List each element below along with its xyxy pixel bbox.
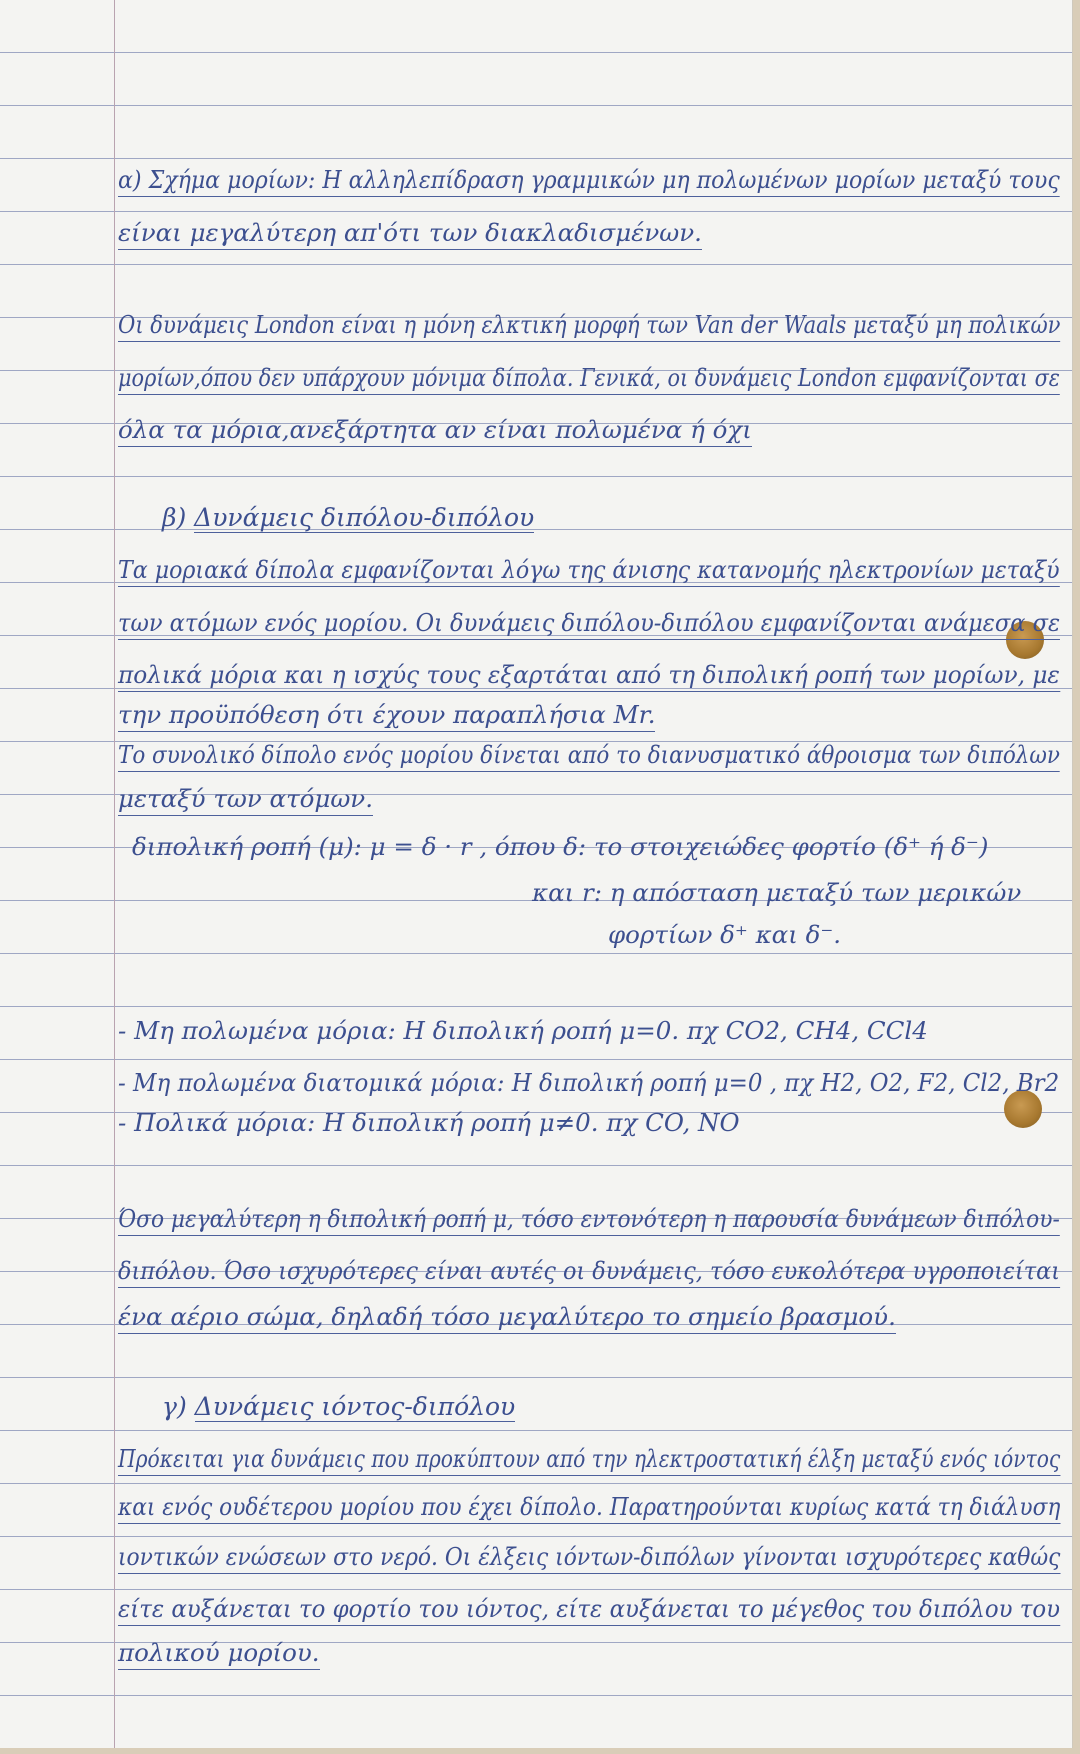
text-line: πολικά μόρια και η ισχύς τους εξαρτάται από τη διπολική ροπή των μορίων, με bbox=[118, 660, 1060, 692]
heading-prefix: γ) bbox=[162, 1392, 187, 1421]
text-line: όλα τα μόρια,ανεξάρτητα αν είναι πολωμένα ή όχι bbox=[118, 415, 752, 447]
heading-title: Δυνάμεις ιόντος-διπόλου bbox=[194, 1392, 516, 1421]
text-line: α) Σχήμα μορίων: Η αλληλεπίδραση γραμμικών μη πολωμένων μορίων μεταξύ τους bbox=[118, 165, 1060, 197]
text-line: Όσο μεγαλύτερη η διπολική ροπή μ, τόσο εντονότερη η παρουσία δυνάμεων διπόλου- bbox=[118, 1204, 1060, 1236]
formula-line: διπολική ροπή (μ): μ = δ · r , όπου δ: το στοιχειώδες φορτίο (δ⁺ ή δ⁻) bbox=[132, 832, 989, 861]
list-item: - Πολικά μόρια: Η διπολική ροπή μ≠0. πχ CO, NO bbox=[118, 1108, 740, 1137]
heading-title: Δυνάμεις διπόλου-διπόλου bbox=[194, 503, 535, 532]
text-line: και ενός ουδέτερου μορίου που έχει δίπολο. Παρατηρούνται κυρίως κατά τη διάλυση bbox=[118, 1492, 1060, 1524]
text-line: Οι δυνάμεις London είναι η μόνη ελκτική μορφή των Van der Waals μεταξύ μη πολικών bbox=[118, 310, 1061, 342]
formula-line: φορτίων δ⁺ και δ⁻. bbox=[608, 920, 842, 949]
text-line: διπόλου. Όσο ισχυρότερες είναι αυτές οι δυνάμεις, τόσο ευκολότερα υγροποιείται bbox=[118, 1256, 1060, 1288]
text-line: μορίων,όπου δεν υπάρχουν μόνιμα δίπολα. Γενικά, οι δυνάμεις London εμφανίζονται σε bbox=[118, 363, 1060, 395]
formula-line: και r: η απόσταση μεταξύ των μερικών bbox=[532, 878, 1022, 907]
section-heading-beta bbox=[162, 503, 534, 534]
text-line: ιοντικών ενώσεων στο νερό. Οι έλξεις ιόντων-διπόλων γίνονται ισχυρότερες καθώς bbox=[118, 1542, 1060, 1574]
text-line: Πρόκειται για δυνάμεις που προκύπτουν από την ηλεκτροστατική έλξη μεταξύ ενός ιόντος bbox=[118, 1444, 1060, 1476]
text-line: πολικού μορίου. bbox=[118, 1638, 320, 1670]
text-line: ένα αέριο σώμα, δηλαδή τόσο μεγαλύτερο το σημείο βρασμού. bbox=[118, 1302, 896, 1334]
text-line: την προϋπόθεση ότι έχουν παραπλήσια Mr. bbox=[118, 700, 655, 732]
text-line: Τα μοριακά δίπολα εμφανίζονται λόγω της άνισης κατανομής ηλεκτρονίων μεταξύ bbox=[118, 555, 1060, 587]
text-line: είτε αυξάνεται το φορτίο του ιόντος, είτε αυξάνεται το μέγεθος του διπόλου του bbox=[118, 1594, 1060, 1626]
text-line: των ατόμων ενός μορίου. Οι δυνάμεις διπόλου-διπόλου εμφανίζονται ανάμεσα σε bbox=[118, 608, 1060, 640]
text-line: είναι μεγαλύτερη απ'ότι των διακλαδισμένων. bbox=[118, 218, 702, 250]
heading-prefix: β) bbox=[162, 503, 187, 532]
section-heading-gamma bbox=[162, 1392, 515, 1423]
text-line: μεταξύ των ατόμων. bbox=[118, 784, 373, 816]
list-item: - Μη πολωμένα διατομικά μόρια: Η διπολική ροπή μ=0 , πχ H2, O2, F2, Cl2, Br2 bbox=[118, 1068, 1060, 1097]
list-item: - Μη πολωμένα μόρια: Η διπολική ροπή μ=0. πχ CO2, CH4, CCl4 bbox=[118, 1016, 928, 1045]
text-line: Το συνολικό δίπολο ενός μορίου δίνεται από το διανυσματικό άθροισμα των διπόλων bbox=[118, 740, 1060, 772]
